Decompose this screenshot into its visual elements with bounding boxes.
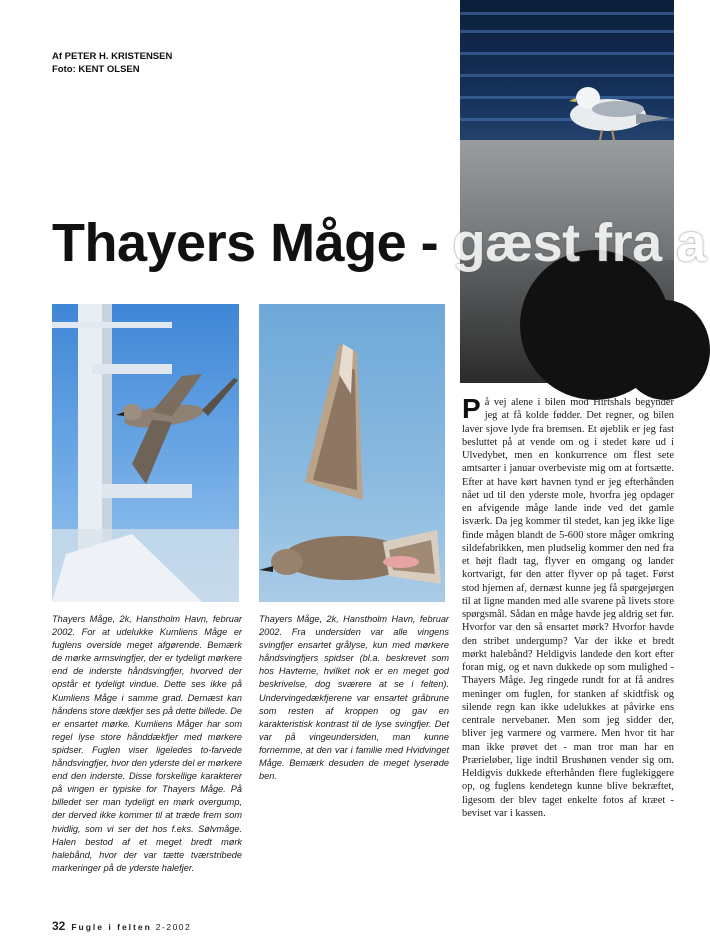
photo-gull-flying-mast xyxy=(52,304,239,602)
byline xyxy=(52,50,172,76)
photo-credit: Foto: KENT OLSEN xyxy=(52,64,140,75)
caption-middle: Thayers Måge, 2k, Hanstholm Havn, februar 2002. Fra undersiden var alle vingens svingfjer ensartet grålyse, kun med mørkere håndsvingfjers spidser (bl.a. beskrevet som hos Havterne, hvilket nok er en meget god beskrivelse, dog sværere at se i felten). Undervingedækfjerene var ensartet gråbrune som resten af kroppen og gav en karakteristisk kontrast til de lyse svingfjer. Det var på vingeundersiden, man kunne fornemme, at den var i familie med Hvidvinget Måge. Bemærk desuden de meget lyserøde ben. xyxy=(259,614,449,782)
article-body xyxy=(462,393,674,820)
headline xyxy=(52,208,706,278)
drop-cap: P xyxy=(462,393,481,424)
article-text: å vej alene i bilen mod Hirtshals begynder jeg at få kolde fødder. Det regner, og bilen laver sjove lyde fra bremsen. Et øjeblik er jeg fast besluttet på at vende om og i stedet køre ud i Ulvedybet, men en konkurrence om flest sete amtsarter i januar overbeviste mig om at fortsætte. Efter at have kørt havnen tynd er jeg efterhånden nået ud til den yderste mole, hvorfra jeg opdager en afvigende måge lande inde ved det gamle isværk. Da jeg kommer til stedet, kan jeg ikke lige finde mågen blandt de 5-600 store måger omkring sildefabrikken, men pludselig kommer den ned fra et højt fladt tag, flyver en omgang og lander kortvarigt, før den atter flyver op på taget. Først stod hjernen af, dernæst kunne jeg få spørgejørgen til at ligne manden med alle svarene på livets store spørgsmål. Sådan en måge havde jeg aldrig set før. Hvorfor var den så ensartet mørk? Hvorfor havde den stribet undergump? Var der ikke et bredt mørkt halebånd? Heldigvis landede den kort efter foran mig, og et navn dukkede op som mulighed - Thayers Måge. Jeg ringede rundt for at få andres meninger om fuglen, for stanken af skidtfisk og silende regn kan ikke udelukkes at påvirke ens centrale nervebaner. Men som jeg sidder der, bliver jeg varmere og varmere. Men hvor tit har man ikke prøvet det - man tror man har en Prærieløber, lige indtil Brushønen vender sig om. Heldigvis dukkede efterhånden flere fuglekiggere op, og fuglens kendetegn kunne blive bekræftet, ligesom der blev taget enkelte fotos af kræet - beviset var i kassen. xyxy=(462,397,674,819)
headline-overflow: gæst fra a xyxy=(452,213,706,273)
page-footer xyxy=(52,919,191,933)
author-credit: Af PETER H. KRISTENSEN xyxy=(52,51,173,62)
page-number: 32 xyxy=(52,919,66,933)
flying-gull-icon xyxy=(52,304,239,602)
photo-gull-on-wall xyxy=(460,0,674,383)
headline-main: Thayers Måge - xyxy=(52,213,453,273)
seagull-icon xyxy=(460,0,674,383)
photo-gull-underside xyxy=(259,304,445,602)
gull-underside-icon xyxy=(259,304,445,602)
issue-number: 2-2002 xyxy=(155,922,192,932)
magazine-name: Fugle i felten xyxy=(71,922,152,932)
caption-left: Thayers Måge, 2k, Hanstholm Havn, februar 2002. For at udelukke Kumliens Måge er fuglens overside meget afgørende. Bemærk de mørke armsvingfjer, der er tydeligt mørkere end de inderste håndsvingfjer, hvorved der opstår et tydeligt vindue. Dette ses ikke på Kumliens Måge i samme grad. Dernæst kan håndens store dækfjer ses på dette billede. De er ensartet mørke. Kumliens Måger har som regel lyse store hånddækfjer med mørkere spidser. Fuglen viser ligeledes to-farvede håndsvingfjer, hvor den yderste del er mørkere end den inderste. Disse forskellige karakterer på vingen er typiske for Thayers Måge. På billedet ser man tydeligt en mørk overgump, der derved ikke kommer til at træde frem som hvidlig, som vi ser det hos f.eks. Sølvmåge. Halen bestod af et meget bredt mørk halebånd, hvor der var tætte tværstribede markeringer på de yderste halefjer. xyxy=(52,614,242,873)
